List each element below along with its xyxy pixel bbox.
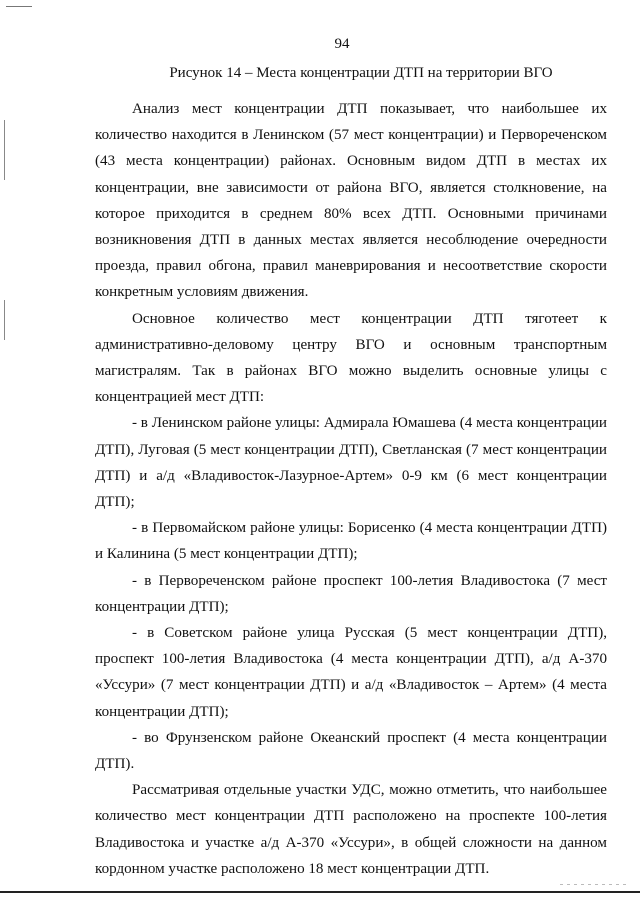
- document-body: [95, 96, 607, 882]
- list-item: - во Фрунзенском районе Океанский проспект (4 места концентрации ДТП).: [95, 729, 607, 773]
- scan-edge-mark: [6, 6, 32, 7]
- paragraph: Анализ мест концентрации ДТП показывает, что наибольшее их количество находится в Ленинском (57 мест концентрации) и Первореченском (43 места концентрации) районах. Основным видом ДТП в местах их концентрации, вне зависимости от района ВГО, является столкновение, на которое приходится в среднем 80% всех ДТП. Основными причинами возникновения ДТП в данных местах является несоблюдение очередности проезда, правил обгона, правил маневрирования и несоответствие скорости конкретным условиям движения.: [95, 101, 607, 301]
- page-bottom-rule: [0, 891, 640, 893]
- list-item: - в Первореченском районе проспект 100-летия Владивостока (7 мест концентрации ДТП);: [95, 572, 607, 615]
- figure-caption: Рисунок 14 – Места концентрации ДТП на территории ВГО: [169, 65, 553, 81]
- list-item: - в Ленинском районе улицы: Адмирала Юмашева (4 места концентрации ДТП), Луговая (5 мест концентрации ДТП), Светланская (7 мест концентрации ДТП) и а/д «Владивосток-Лазурное-Артем» 0-9 км (6 мест концентрации ДТП);: [95, 415, 607, 511]
- paragraph: Основное количество мест концентрации ДТП тяготеет к административно-деловому центру ВГО и основным транспортным магистралям. Так в районах ВГО можно выделить основные улицы с концентрацией мест ДТП:: [95, 310, 607, 406]
- scan-margin-mark: [4, 120, 5, 180]
- scan-edge-mark: [560, 884, 630, 885]
- page-number: 94: [334, 36, 350, 52]
- list-item: - в Первомайском районе улицы: Борисенко (4 места концентрации ДТП) и Калинина (5 мест концентрации ДТП);: [95, 520, 607, 563]
- scan-margin-mark: [4, 300, 5, 340]
- list-item: - в Советском районе улица Русская (5 мест концентрации ДТП), проспект 100-летия Владивостока (4 места концентрации ДТП), а/д А-370 «Уссури» (7 мест концентрации ДТП) и а/д «Владивосток – Артем» (4 места концентрации ДТП);: [95, 625, 607, 720]
- paragraph: Рассматривая отдельные участки УДС, можно отметить, что наибольшее количество мест концентрации ДТП расположено на проспекте 100-летия Владивостока и участке а/д А-370 «Уссури», в общей сложности на данном кордонном участке расположено 18 мест концентрации ДТП.: [95, 782, 607, 877]
